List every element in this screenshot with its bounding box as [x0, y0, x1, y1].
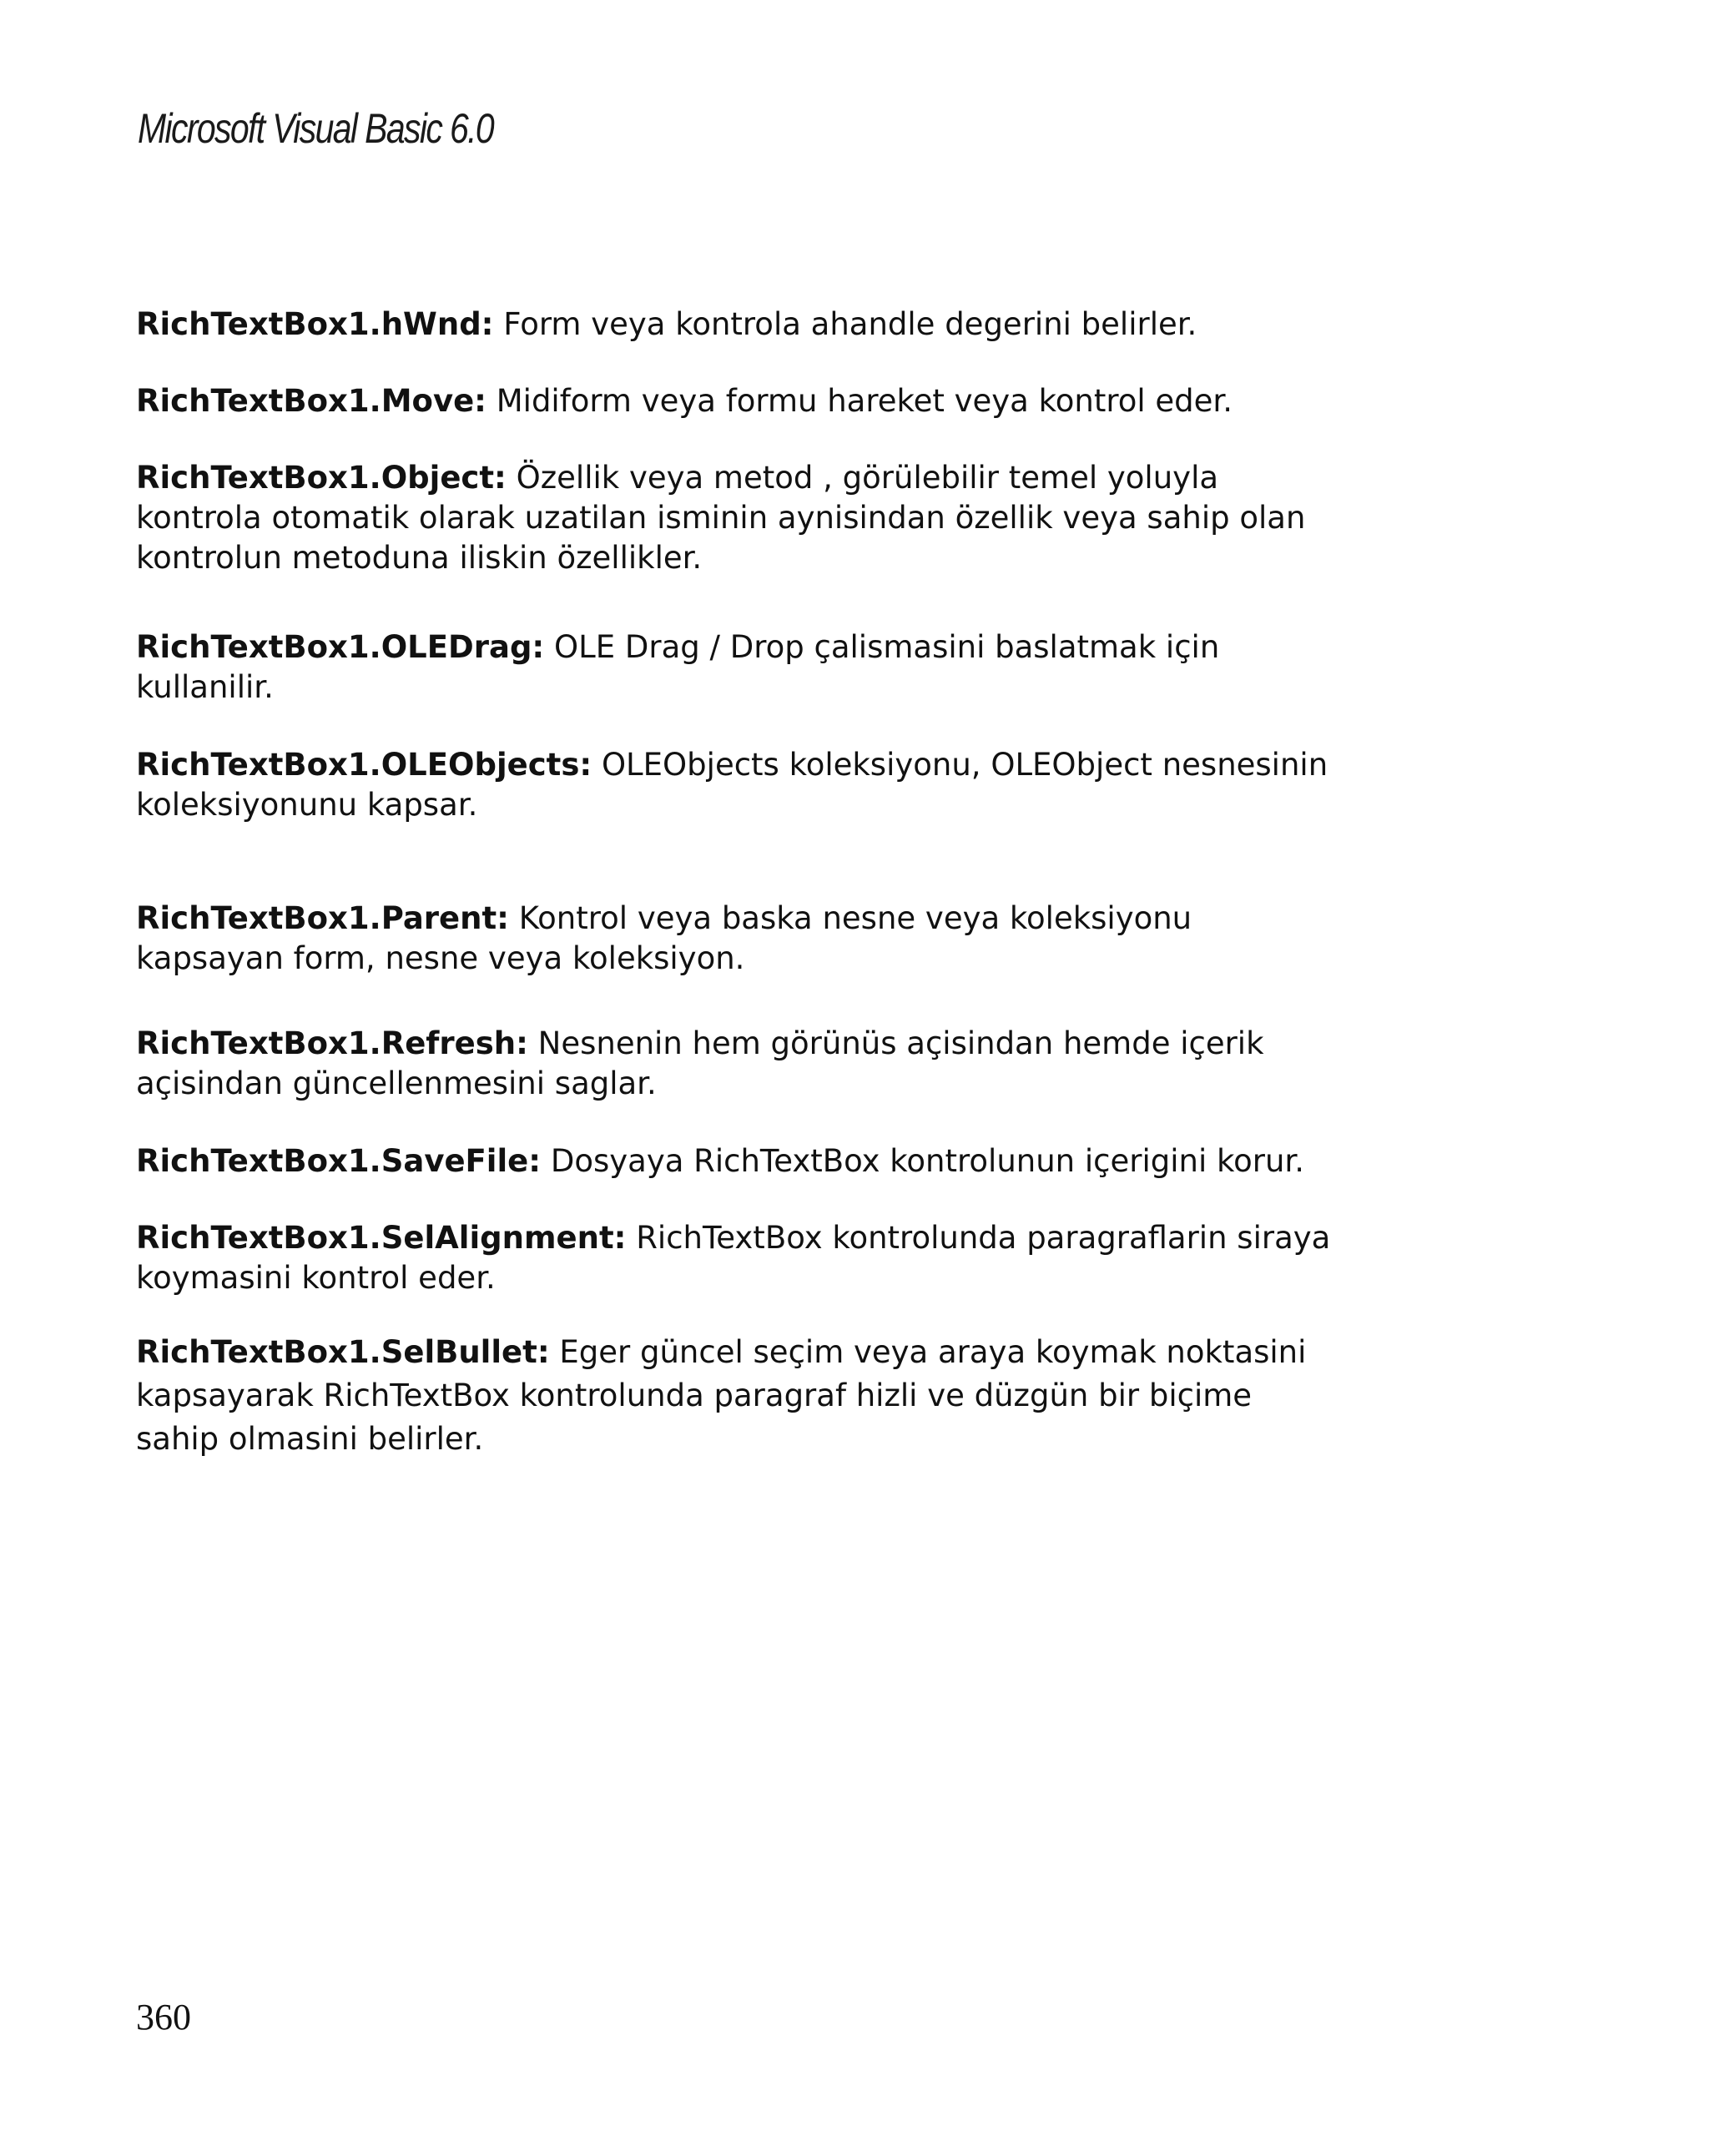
property-description-line: OLE Drag / Drop çalismasini baslatmak için — [554, 629, 1220, 665]
property-entry-savefile — [136, 1141, 1438, 1181]
property-description-line: Dosyaya RichTextBox kontrolunun içerigini korur. — [550, 1143, 1305, 1179]
property-entry-move — [136, 381, 1438, 421]
property-description-line: RichTextBox kontrolunda paragraflarin siraya — [636, 1220, 1331, 1256]
property-description-line: kontrola otomatik olarak uzatilan isminin aynisindan özellik veya sahip olan — [136, 500, 1306, 536]
property-entry-hwnd — [136, 305, 1438, 345]
property-term: RichTextBox1.SaveFile: — [136, 1143, 542, 1179]
property-description-line: kapsayarak RichTextBox kontrolunda paragraf hizli ve düzgün bir biçime — [136, 1378, 1253, 1413]
property-first-line — [136, 1218, 1438, 1258]
property-description-line: Kontrol veya baska nesne veya koleksiyonu — [518, 900, 1192, 936]
property-description-line: sahip olmasini belirler. — [136, 1421, 484, 1457]
property-description-line: Form veya kontrola ahandle degerini belirler. — [503, 306, 1197, 342]
property-first-line — [136, 627, 1438, 667]
property-entry-oleobjects — [136, 745, 1438, 825]
property-first-line — [136, 1331, 1438, 1374]
property-entry-oledrag — [136, 627, 1438, 708]
running-header-title: Microsoft Visual Basic 6.0 — [138, 105, 494, 152]
property-description-line: açisindan güncellenmesini saglar. — [136, 1065, 657, 1101]
page-number: 360 — [136, 1997, 191, 2038]
property-term: RichTextBox1.hWnd: — [136, 306, 494, 342]
property-term: RichTextBox1.Parent: — [136, 900, 509, 936]
property-term: RichTextBox1.OLEObjects: — [136, 747, 592, 783]
property-entry-selalignment — [136, 1218, 1438, 1298]
property-description-line: OLEObjects koleksiyonu, OLEObject nesnesinin — [601, 747, 1328, 783]
property-description-line: kapsayan form, nesne veya koleksiyon. — [136, 940, 745, 976]
property-description-line: Eger güncel seçim veya araya koymak noktasini — [559, 1334, 1307, 1370]
property-first-line — [136, 899, 1438, 939]
property-term: RichTextBox1.Move: — [136, 383, 486, 419]
property-description-line: Özellik veya metod , görülebilir temel yoluyla — [516, 460, 1219, 496]
property-term: RichTextBox1.OLEDrag: — [136, 629, 545, 665]
property-description-line: koymasini kontrol eder. — [136, 1260, 496, 1296]
property-entry-object — [136, 458, 1438, 578]
property-entry-parent — [136, 899, 1438, 979]
property-entry-refresh — [136, 1024, 1438, 1104]
property-entry-selbullet — [136, 1331, 1438, 1461]
property-term: RichTextBox1.SelBullet: — [136, 1334, 550, 1370]
property-first-line — [136, 1024, 1438, 1064]
property-term: RichTextBox1.Refresh: — [136, 1025, 528, 1061]
property-description-line: Nesnenin hem görünüs açisindan hemde içerik — [537, 1025, 1264, 1061]
property-term: RichTextBox1.Object: — [136, 460, 507, 496]
property-description-line: Midiform veya formu hareket veya kontrol eder. — [496, 383, 1233, 419]
property-first-line — [136, 458, 1438, 498]
property-description-line: kullanilir. — [136, 669, 274, 705]
property-term: RichTextBox1.SelAlignment: — [136, 1220, 627, 1256]
property-description-line: koleksiyonunu kapsar. — [136, 787, 478, 823]
property-first-line — [136, 745, 1438, 785]
property-description-line: kontrolun metoduna iliskin özellikler. — [136, 540, 703, 576]
